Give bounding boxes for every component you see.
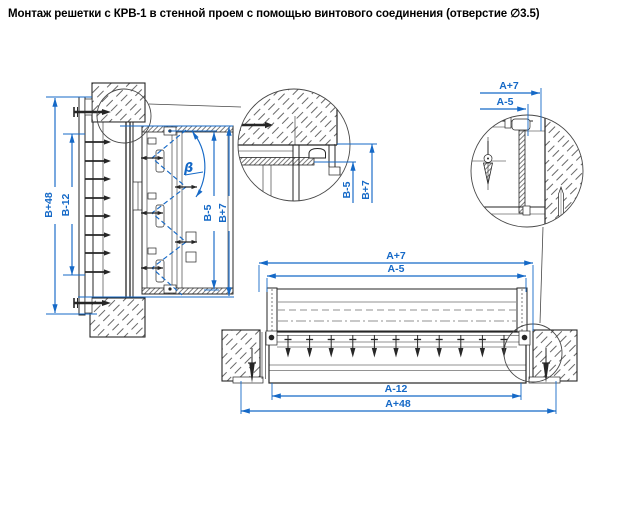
dim-label-b-minus-12: B-12 — [60, 193, 72, 217]
side-view — [43, 83, 241, 337]
detail-top-dim-b-plus-7: B+7 — [360, 180, 372, 200]
side-view-grille-frame — [79, 97, 147, 315]
detail-circle-right — [470, 80, 587, 323]
dim-label-b-minus-5: B-5 — [202, 204, 214, 222]
detail-right-dim-a-minus-5: A-5 — [496, 96, 514, 108]
detail-right-dim-a-plus-7: A+7 — [499, 80, 519, 92]
dim-label-b-plus-48: B+48 — [43, 192, 55, 218]
front-dim-a-minus-12: A-12 — [384, 383, 408, 395]
front-dim-a-plus-7: A+7 — [386, 250, 406, 262]
dim-label-b-plus-7: B+7 — [217, 203, 229, 223]
side-view-wall-top — [92, 83, 145, 122]
detail-right-content — [470, 110, 587, 232]
louver-angle-label: β — [184, 161, 194, 176]
front-view-wall-right — [529, 330, 577, 383]
front-view — [222, 250, 577, 414]
front-view-wall-left — [222, 330, 263, 383]
front-view-duct — [267, 288, 527, 332]
detail-top-dim-b-minus-5: B-5 — [341, 181, 353, 199]
detail-right-leader — [540, 227, 543, 323]
drawing-title: Монтаж решетки с КРВ-1 в стенной проем с помощью винтового соединения (отверстие ∅3.5) — [8, 8, 540, 20]
front-dim-a-minus-5: A-5 — [387, 263, 405, 275]
detail-circle-top — [238, 87, 377, 203]
front-dim-a-plus-48: A+48 — [385, 398, 411, 410]
